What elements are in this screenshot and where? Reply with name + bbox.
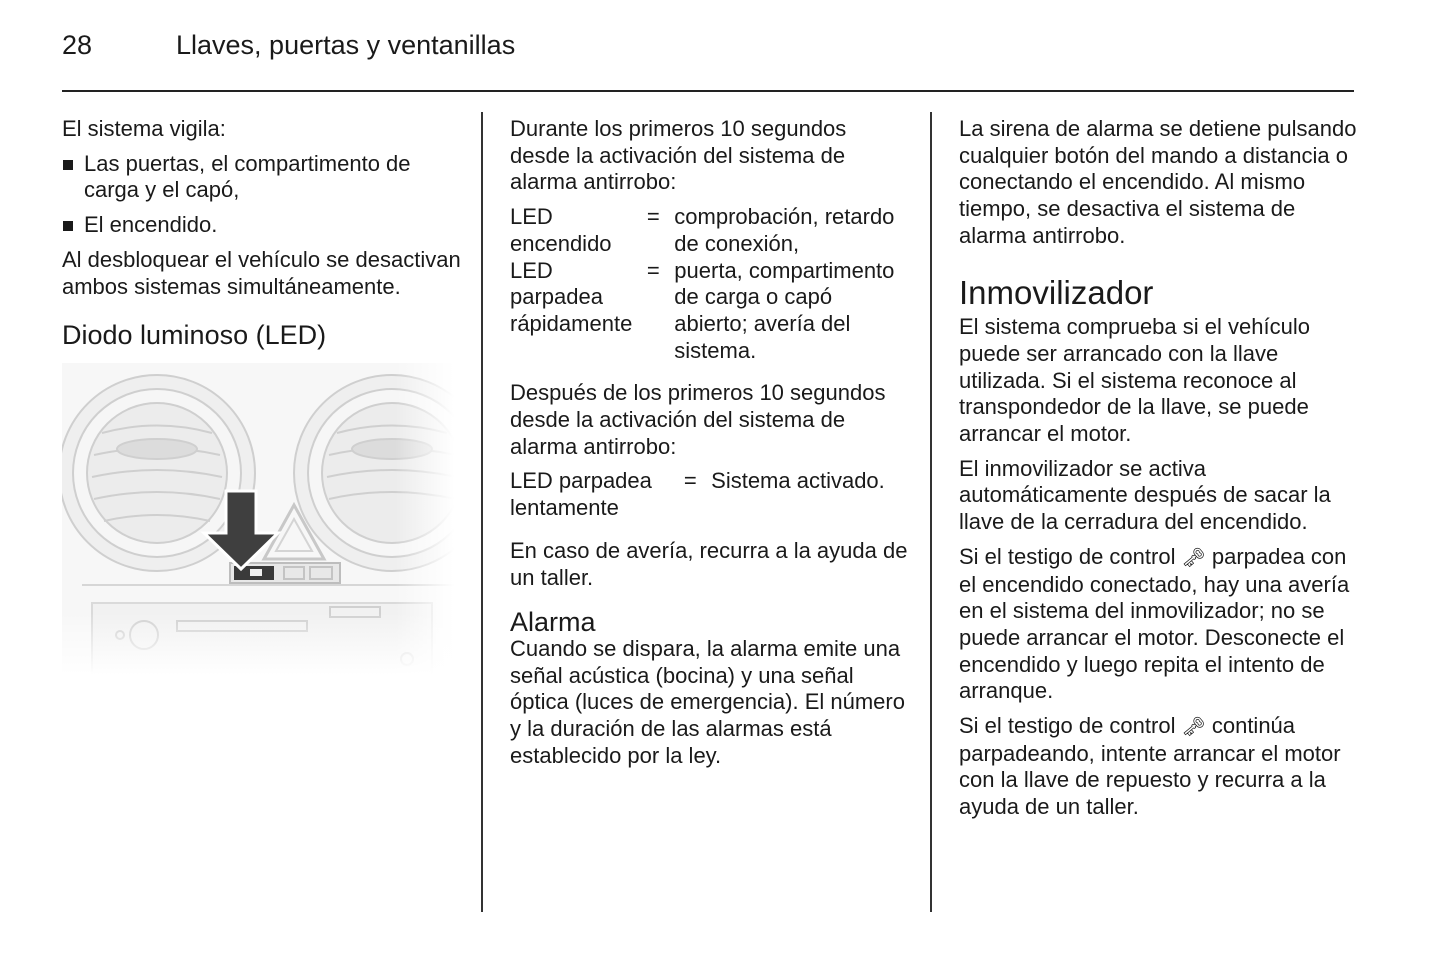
- column-divider-1: [481, 112, 483, 912]
- continue-text-end: continúa parpadeando, intente arrancar el motor con la llave de repuesto y recurra a la ayuda de un taller.: [959, 713, 1341, 820]
- unlock-paragraph: Al desbloquear el vehículo se desactivan ambos sistemas simultáneamente.: [62, 246, 461, 299]
- first-10s-intro: Durante los primeros 10 segundos desde la activación del sistema de alarma antirrobo:: [510, 116, 847, 195]
- immobilizer-key-icon: 🗝: [1181, 546, 1206, 569]
- dashboard-drawing: [62, 363, 454, 675]
- immobilizer-continue-paragraph: [959, 713, 1359, 821]
- page-title: Llaves, puertas y ventanillas: [176, 30, 516, 60]
- led-states-table-1: [510, 204, 904, 364]
- led-states-table-2: [510, 468, 910, 521]
- table-row: [510, 204, 904, 257]
- monitor-list: [62, 151, 462, 239]
- equals-sign: =: [683, 468, 697, 494]
- immobilizer-auto-paragraph: El inmovilizador se activa automáticamente después de sacar la llave de la cerradura del encendido.: [959, 455, 1331, 535]
- inmovilizador-heading: Inmovilizador: [959, 273, 1154, 311]
- led-term: LED encendido: [510, 204, 612, 256]
- led-term: LED parpadea lentamente: [510, 468, 652, 521]
- fault-paragraph: En caso de avería, recurra a la ayuda de un taller.: [510, 537, 908, 590]
- page-number: 28: [62, 30, 93, 60]
- alarma-paragraph: Cuando se dispara, la alarma emite una señal acústica (bocina) y una señal óptica (luces de emergencia). El número y la duración de las alarmas está establecido por la ley.: [510, 635, 905, 768]
- led-illustration: [62, 363, 454, 675]
- fault-text-end: parpadea con el encendido conectado, hay una avería en el sistema del inmovilizador; no se puede arrancar el motor. Desconecte el encendido y luego repita el intento de arranque.: [959, 543, 1350, 704]
- list-item: Las puertas, el compartimento de carga y el capó,: [62, 151, 462, 204]
- immobilizer-fault-paragraph: [959, 544, 1359, 705]
- led-heading: Diodo luminoso (LED): [62, 320, 327, 351]
- alarma-heading: Alarma: [510, 607, 596, 638]
- list-item: El encendido.: [62, 212, 462, 239]
- led-definition: comprobación, retardo de conexión,: [674, 204, 895, 256]
- equals-sign: =: [646, 257, 660, 283]
- column-3: [959, 116, 1359, 829]
- continue-text-start: Si el testigo de control: [959, 713, 1176, 739]
- header-rule: [62, 90, 1354, 92]
- led-definition: Sistema activado.: [711, 468, 885, 494]
- led-term: LED parpadea rápidamente: [510, 257, 633, 336]
- equals-sign: =: [646, 204, 660, 230]
- immobilizer-check-paragraph: El sistema comprueba si el vehículo puede ser arrancado con la llave utilizada. Si el sistema reconoce al transpondedor de la llave, se puede arrancar el motor.: [959, 314, 1310, 447]
- monitor-intro: El sistema vigila:: [62, 116, 226, 141]
- immobilizer-key-icon: 🗝: [1181, 716, 1206, 739]
- siren-paragraph: La sirena de alarma se detiene pulsando cualquier botón del mando a distancia o conectando el encendido. Al mismo tiempo, se desactiva el sistema de alarma antirrobo.: [959, 116, 1357, 248]
- fault-text-start: Si el testigo de control: [959, 543, 1176, 569]
- table-row: [510, 468, 910, 521]
- after-10s-intro: Después de los primeros 10 segundos desde la activación del sistema de alarma antirrobo:: [510, 380, 886, 459]
- led-definition: puerta, compartimento de carga o capó abierto; avería del sistema.: [674, 257, 895, 363]
- column-2: [510, 116, 910, 777]
- table-row: [510, 258, 904, 365]
- column-1: [62, 116, 462, 675]
- column-divider-2: [930, 112, 932, 912]
